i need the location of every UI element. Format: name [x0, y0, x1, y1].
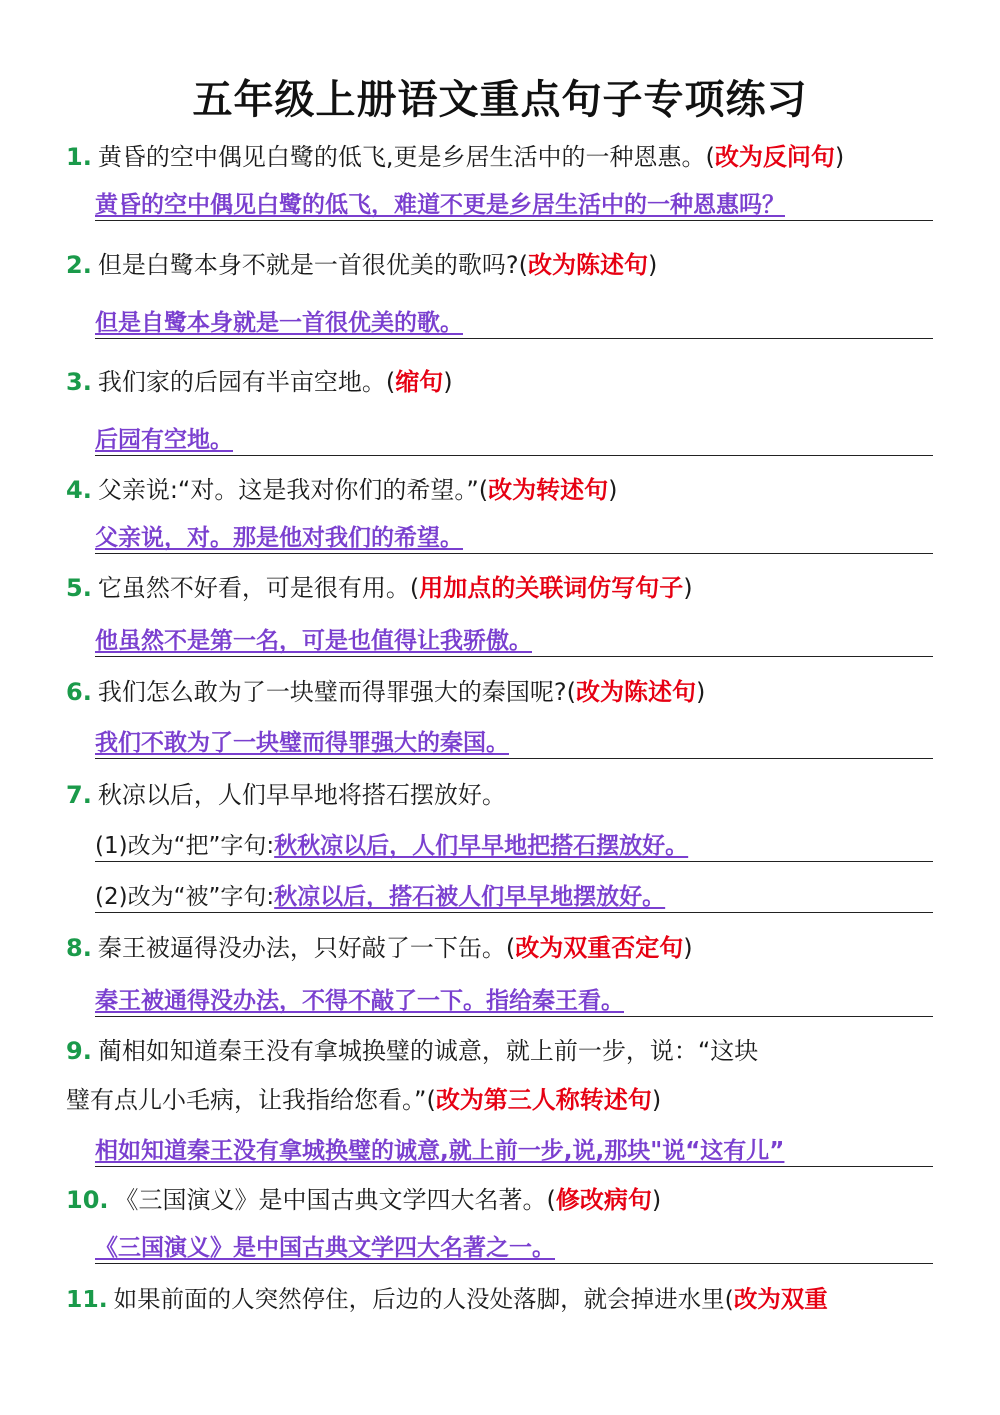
answer-text: 但是自鹭本身就是一首很优美的歌。: [95, 310, 463, 336]
answer-text: 父亲说，对。那是他对我们的希望。: [95, 525, 463, 551]
answer-line-10[interactable]: [95, 1233, 933, 1264]
instruction-close: ): [683, 574, 693, 602]
question-sentence: 它虽然不好看，可是很有用。: [97, 574, 410, 602]
answer-text: 后园有空地。: [95, 427, 233, 453]
sub-answer-text: 秋秋凉以后，人们早早地把搭石摆放好。: [274, 833, 689, 859]
instruction-close: ): [695, 678, 706, 706]
answer-text: 《三国演义》是中国古典文学四大名著之一。: [95, 1235, 555, 1261]
answer-line-2[interactable]: [95, 308, 933, 339]
question-9: [66, 1036, 758, 1066]
sub-question-7-2[interactable]: [95, 882, 933, 913]
answer-line-4[interactable]: [95, 523, 933, 554]
question-number: 6.: [66, 678, 92, 706]
question-1: [66, 142, 844, 172]
instruction-close: ): [651, 1186, 662, 1214]
instruction-close: ): [834, 143, 845, 171]
instruction-open: (: [546, 1186, 556, 1214]
question-instruction: 缩句: [395, 368, 444, 396]
answer-text: 他虽然不是第一名，可是也值得让我骄傲。: [95, 628, 532, 654]
question-2: [66, 250, 657, 280]
question-number: 11.: [66, 1285, 108, 1313]
question-instruction: 改为双重否定句: [515, 934, 684, 962]
question-instruction: 改为陈述句: [527, 251, 648, 279]
question-sentence: 我们家的后园有半亩空地。: [97, 368, 386, 396]
question-3: [66, 367, 453, 397]
question-8: [66, 933, 693, 963]
instruction-open: (: [478, 476, 489, 504]
instruction-open: (: [518, 251, 528, 279]
question-sentence: 黄昏的空中偶见白鹭的低飞,更是乡居生活中的一种恩惠。: [97, 143, 706, 171]
question-sentence: 但是白鹭本身不就是一首很优美的歌吗?: [97, 251, 519, 279]
question-10: [66, 1185, 661, 1215]
answer-line-8[interactable]: [95, 986, 933, 1017]
question-number: 2.: [66, 251, 92, 279]
question-number: 4.: [66, 476, 92, 504]
question-sentence: 秋凉以后，人们早早地将搭石摆放好。: [97, 781, 506, 809]
instruction-close: ): [651, 1086, 662, 1114]
question-sentence: 秦王被逼得没办法，只好敲了一下缶。: [97, 934, 506, 962]
question-5: [66, 573, 693, 603]
sub-answer-text: 秋凉以后，搭石被人们早早地摆放好。: [274, 884, 666, 910]
question-instruction: 改为双重: [733, 1285, 828, 1313]
question-number: 1.: [66, 143, 92, 171]
question-instruction: 用加点的关联词仿写句子: [419, 574, 684, 602]
question-number: 9.: [66, 1037, 92, 1065]
instruction-open: (: [505, 934, 516, 962]
answer-line-6[interactable]: [95, 728, 933, 759]
instruction-open: (: [426, 1086, 436, 1114]
question-number: 3.: [66, 368, 92, 396]
answer-line-1[interactable]: [95, 190, 933, 221]
instruction-close: ): [647, 251, 658, 279]
page-title: 五年级上册语文重点句子专项练习: [192, 77, 808, 123]
question-instruction: 改为第三人称转述句: [435, 1086, 652, 1114]
instruction-open: (: [705, 143, 715, 171]
question-instruction: 改为陈述句: [575, 678, 696, 706]
answer-line-3[interactable]: [95, 425, 933, 456]
sub-question-7-1[interactable]: [95, 831, 933, 862]
question-9-continued: [66, 1085, 661, 1115]
instruction-open: (: [409, 574, 420, 602]
question-number: 5.: [66, 574, 92, 602]
question-6: [66, 677, 705, 707]
answer-line-5[interactable]: [95, 626, 933, 657]
question-11: [66, 1284, 828, 1314]
question-sentence: 父亲说:“对。这是我对你们的希望。”: [97, 476, 479, 504]
question-instruction: 改为反问句: [714, 143, 835, 171]
answer-line-9[interactable]: [95, 1136, 933, 1167]
answer-text: 相如知道秦王没有拿城换璧的诚意,就上前一步,说,那块"说“这有儿”: [95, 1138, 785, 1164]
question-sentence: 我们怎么敢为了一块璧而得罪强大的秦国呢?: [97, 678, 567, 706]
question-number: 8.: [66, 934, 92, 962]
question-4: [66, 475, 618, 505]
question-instruction: 修改病句: [555, 1186, 652, 1214]
question-instruction: 改为转述句: [488, 476, 609, 504]
question-sentence: 《三国演义》是中国古典文学四大名著。: [114, 1186, 547, 1214]
question-sentence: 蔺相如知道秦王没有拿城换璧的诚意，就上前一步，说：“这块: [97, 1037, 759, 1065]
sub-question-label: (1)改为“把”字句:: [95, 833, 275, 859]
answer-text: 我们不敢为了一块璧而得罪强大的秦国。: [95, 730, 509, 756]
instruction-open: (: [385, 368, 396, 396]
instruction-open: (: [566, 678, 576, 706]
instruction-close: ): [608, 476, 618, 504]
instruction-open: (: [724, 1285, 734, 1313]
question-number: 10.: [66, 1186, 109, 1214]
answer-text: 黄昏的空中偶见白鹭的低飞，难道不更是乡居生活中的一种恩惠吗？: [95, 192, 785, 218]
answer-text: 秦王被通得没办法，不得不敲了一下。指给秦王看。: [95, 988, 624, 1014]
instruction-close: ): [683, 934, 693, 962]
instruction-close: ): [443, 368, 453, 396]
question-number: 7.: [66, 781, 92, 809]
sub-question-label: (2)改为“被”字句:: [95, 884, 275, 910]
question-7: [66, 780, 506, 810]
question-sentence-continued: 璧有点儿小毛病，让我指给您看。”: [66, 1086, 427, 1114]
question-sentence: 如果前面的人突然停住，后边的人没处落脚，就会掉进水里: [113, 1285, 725, 1313]
